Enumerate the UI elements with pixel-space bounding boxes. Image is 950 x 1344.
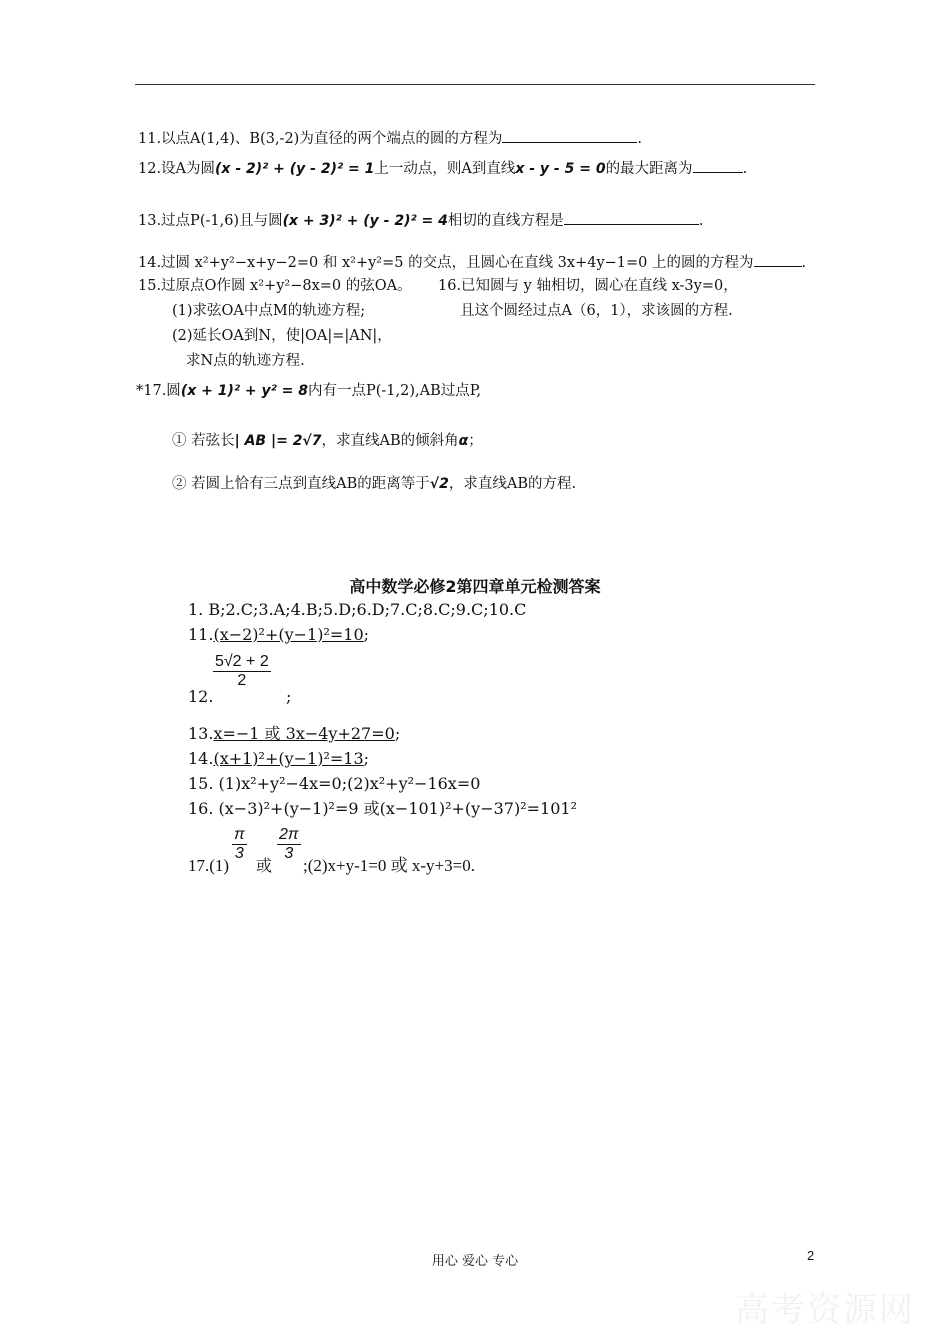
answer-blank — [754, 252, 802, 267]
answer-17-fraction-1: π 3 — [234, 826, 245, 862]
answer-17-or: 或 — [256, 856, 273, 875]
question-16-line-1: 16.已知圆与 y 轴相切，圆心在直线 x-3y=0， — [438, 278, 738, 294]
answer-17-label: 17.(1) — [188, 856, 230, 875]
answer-blank — [502, 128, 637, 143]
header-rule — [135, 84, 815, 85]
circle-equation: (x - 2)² + (y - 2)² = 1 — [215, 161, 375, 177]
question-15-line-1: 15.过原点O作圆 x²+y²−8x=0 的弦OA。 — [138, 278, 412, 294]
answer-12-end: ; — [286, 687, 292, 706]
answer-blank — [564, 210, 699, 225]
answer-13: 13.x=−1 或 3x−4y+27=0; — [188, 724, 401, 743]
answer-16: 16. (x−3)²+(y−1)²=9 或(x−101)²+(y−37)²=101² — [188, 799, 577, 818]
answer-14: 14.(x+1)²+(y−1)²=13; — [188, 749, 370, 768]
question-13: 13.过点P(-1,6)且与圆(x + 3)² + (y - 2)² = 4相切的直线方程是 . — [138, 210, 703, 231]
question-15-line-4: 求N点的轨迹方程. — [186, 353, 305, 369]
chord-length: | AB |= 2√7 — [234, 433, 322, 449]
watermark: 高考资源网 — [735, 1290, 915, 1330]
circle-equation: (x + 3)² + (y - 2)² = 4 — [282, 213, 448, 229]
answer-17-fraction-2: 2π 3 — [279, 826, 299, 862]
answer-15: 15. (1)x²+y²−4x=0;(2)x²+y²−16x=0 — [188, 774, 481, 793]
question-17: *17.圆(x + 1)² + y² = 8内有一点P(-1,2),AB过点P, — [136, 383, 482, 399]
page-number: 2 — [807, 1248, 815, 1263]
line-equation: x - y - 5 = 0 — [515, 161, 606, 177]
answer-12-fraction: 5√2 + 2 2 — [215, 653, 269, 689]
question-17-part-2: ② 若圆上恰有三点到直线AB的距离等于√2，求直线AB的方程. — [172, 476, 577, 492]
answers-title: 高中数学必修2第四章单元检测答案 — [349, 577, 601, 596]
answer-12-label: 12. — [188, 687, 214, 706]
sqrt-two: √2 — [429, 476, 449, 492]
answers-1-10: 1. B;2.C;3.A;4.B;5.D;6.D;7.C;8.C;9.C;10.C — [188, 600, 527, 619]
question-12: 12.设A为圆(x - 2)² + (y - 2)² = 1上一动点，则A到直线x - y - 5 = 0的最大距离为 . — [138, 158, 747, 179]
answer-blank — [693, 158, 743, 173]
footer-text: 用心 爱心 专心 — [431, 1254, 519, 1269]
answer-11: 11.(x−2)²+(y−1)²=10; — [188, 625, 370, 644]
answer-17-rest: ;(2)x+y-1=0 或 x-y+3=0. — [303, 856, 475, 875]
question-15-line-2: (1)求弦OA中点M的轨迹方程; — [172, 303, 366, 319]
alpha-symbol: α — [458, 433, 469, 449]
question-17-part-1: ① 若弦长| AB |= 2√7，求直线AB的倾斜角α； — [172, 433, 483, 449]
question-14: 14.过圆 x²+y²−x+y−2=0 和 x²+y²=5 的交点，且圆心在直线 3x+4y−1=0 上的圆的方程为 . — [138, 252, 806, 273]
circle-equation: (x + 1)² + y² = 8 — [180, 383, 308, 399]
question-16-line-2: 且这个圆经过点A（6，1），求该圆的方程. — [460, 303, 733, 319]
question-15-line-3: (2)延长OA到N，使|OA|=|AN|， — [172, 328, 392, 344]
question-11: 11.以点A(1,4)、B(3,-2)为直径的两个端点的圆的方程为 . — [138, 128, 642, 149]
